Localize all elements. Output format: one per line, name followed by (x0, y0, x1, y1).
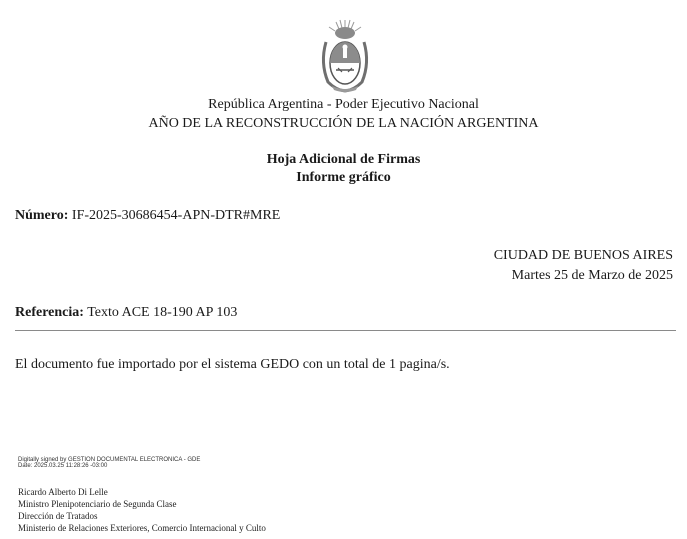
digital-signature-stamp (18, 457, 200, 469)
divider (15, 330, 676, 331)
signature-stamp-date: Date: 2025.03.25 11:28:26 -03:00 (18, 463, 108, 469)
document-subtype-title: Informe gráfico (296, 170, 391, 185)
coat-of-arms-icon (318, 18, 372, 94)
year-motto-heading: AÑO DE LA RECONSTRUCCIÓN DE LA NACIÓN ARGENTINA (148, 116, 539, 131)
document-number-label: Número: (15, 208, 69, 223)
document-number-value: IF-2025-30686454-APN-DTR#MRE (71, 208, 281, 223)
body-text: El documento fue importado por el sistema GEDO con un total de 1 pagina/s. (15, 357, 450, 372)
signer-ministry: Ministerio de Relaciones Exteriores, Comercio Internacional y Culto (18, 523, 266, 533)
document-date: Martes 25 de Marzo de 2025 (511, 268, 673, 283)
signer-title: Ministro Plenipotenciario de Segunda Clase (18, 499, 177, 509)
reference-value: Texto ACE 18-190 AP 103 (87, 305, 238, 320)
document-number (15, 208, 280, 224)
document-type-title: Hoja Adicional de Firmas (266, 152, 421, 167)
signer-office: Dirección de Tratados (18, 511, 98, 521)
signature-stamp-line: Digitally signed by GESTION DOCUMENTAL ELECTRONICA - GDE (18, 457, 201, 463)
signer-name: Ricardo Alberto Di Lelle (18, 487, 108, 497)
institution-heading: República Argentina - Poder Ejecutivo Nacional (208, 97, 479, 112)
city: CIUDAD DE BUENOS AIRES (493, 248, 673, 263)
signer-block (18, 486, 266, 534)
reference (15, 305, 237, 321)
reference-label: Referencia: (15, 305, 84, 320)
